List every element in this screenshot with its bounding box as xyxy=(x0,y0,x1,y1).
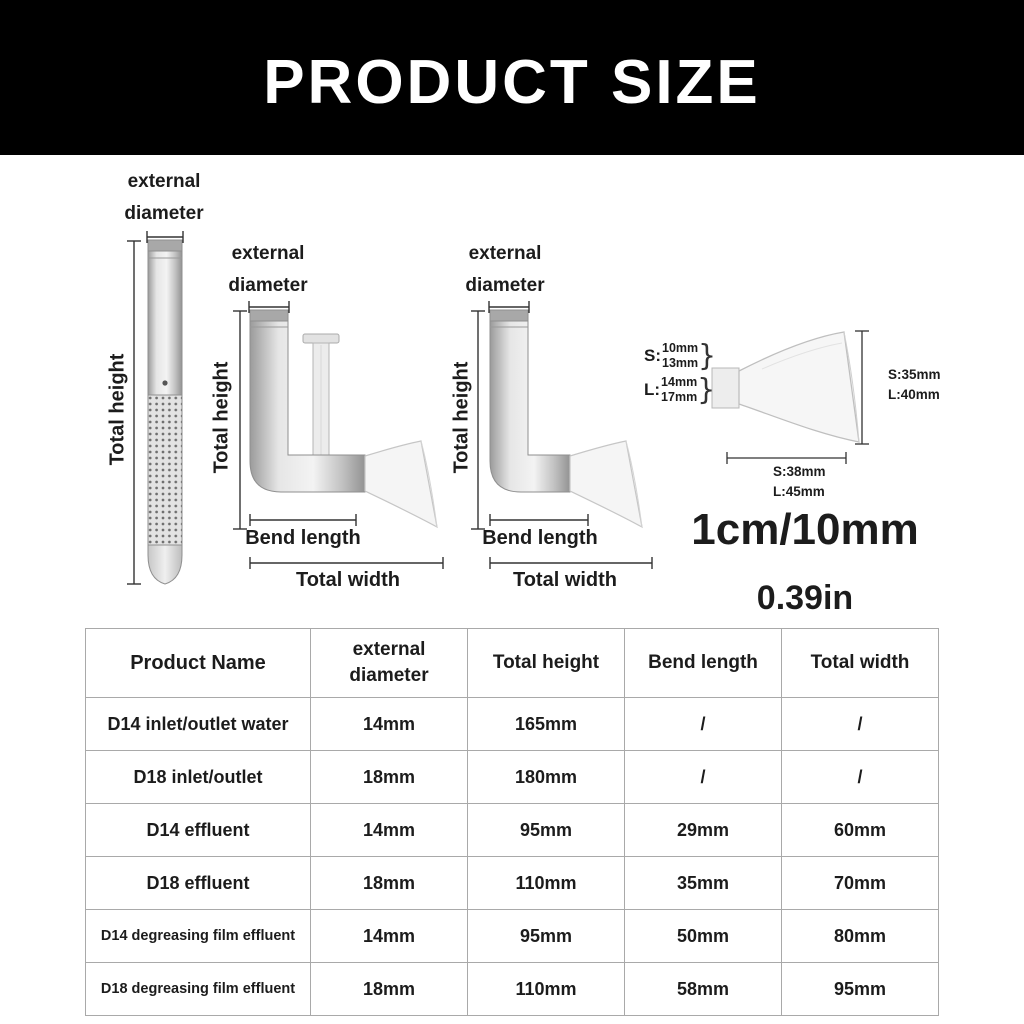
cell-external-diameter: 14mm xyxy=(311,910,468,963)
bent-pipe-total-height-label: Total height xyxy=(450,361,473,474)
cell-bend-length: 29mm xyxy=(625,804,782,857)
bent-pipe-valve-total-width-label: Total width xyxy=(295,569,401,591)
pipe-hole-dot xyxy=(162,380,167,385)
bent-pipe-valve-diameter-label: diameter xyxy=(228,275,308,296)
table-row xyxy=(86,804,939,857)
table-row xyxy=(86,910,939,963)
bent-pipe-external-label: external xyxy=(468,243,542,264)
size-table-section xyxy=(0,628,1024,1016)
cup-s-brace: } xyxy=(698,338,716,373)
bent-pipe-bend-length-label: Bend length xyxy=(482,527,598,549)
table-row xyxy=(86,751,939,804)
bent-pipe-valve-total-height-label: Total height xyxy=(210,361,233,474)
col-product-name: Product Name xyxy=(86,629,311,698)
straight-pipe-external-label: external xyxy=(127,171,201,192)
cell-product-name: D14 effluent xyxy=(86,804,311,857)
cup-s-dimension xyxy=(644,339,716,372)
cup-s-key: S: xyxy=(644,345,661,365)
cup-l-dimension xyxy=(644,373,716,406)
table-header-row xyxy=(86,629,939,698)
bent-pipe-diameter-label: diameter xyxy=(465,275,545,296)
cell-bend-length: 58mm xyxy=(625,963,782,1016)
cell-total-width: 95mm xyxy=(782,963,939,1016)
cup-bottom-l-value: L:45mm xyxy=(773,484,825,500)
cell-total-width: 70mm xyxy=(782,857,939,910)
col-total-height: Total height xyxy=(468,629,625,698)
cup-right-dimensions xyxy=(888,365,941,406)
col-external-diameter xyxy=(311,629,468,698)
page-title: PRODUCT SIZE xyxy=(263,48,761,117)
cell-total-height: 165mm xyxy=(468,698,625,751)
straight-pipe-total-height-label: Total height xyxy=(106,353,129,466)
cup-neck xyxy=(712,368,739,408)
cell-total-height: 110mm xyxy=(468,963,625,1016)
cell-external-diameter: 14mm xyxy=(311,698,468,751)
bent-pipe-valve-bend-length-label: Bend length xyxy=(245,527,361,549)
suction-cup-graphic xyxy=(712,331,869,464)
cup-s-value-large: 13mm xyxy=(662,355,699,370)
cell-bend-length: 35mm xyxy=(625,857,782,910)
cup-right-l-value: L:40mm xyxy=(888,387,940,403)
cell-product-name: D18 effluent xyxy=(86,857,311,910)
cup-bottom-s-value: S:38mm xyxy=(773,464,826,479)
cell-total-height: 110mm xyxy=(468,857,625,910)
table-row xyxy=(86,857,939,910)
scale-metric-text: 1cm/10mm xyxy=(691,505,919,554)
cell-external-diameter: 18mm xyxy=(311,963,468,1016)
cup-l-value-large: 17mm xyxy=(661,389,698,404)
scale-inch-text: 0.39in xyxy=(756,579,854,617)
cup-right-s-value: S:35mm xyxy=(888,367,941,382)
cell-product-name: D14 degreasing film effluent xyxy=(86,910,311,963)
cell-product-name: D18 degreasing film effluent xyxy=(86,963,311,1016)
bent-pipe-valve-external-label: external xyxy=(231,243,305,264)
cup-l-value-small: 14mm xyxy=(661,375,698,390)
straight-pipe-diameter-label: diameter xyxy=(124,203,204,224)
col-total-width: Total width xyxy=(782,629,939,698)
col-external-diameter-label: external diameter xyxy=(349,639,429,686)
cell-total-width: / xyxy=(782,751,939,804)
cup-bottom-dimensions xyxy=(773,462,826,503)
cup-l-brace: } xyxy=(697,372,716,407)
banner xyxy=(0,0,1024,155)
cell-external-diameter: 18mm xyxy=(311,751,468,804)
table-row xyxy=(86,698,939,751)
cell-bend-length: / xyxy=(625,698,782,751)
size-table xyxy=(85,628,939,1016)
cup-l-key: L: xyxy=(644,379,661,399)
bent-pipe-total-width-label: Total width xyxy=(512,569,618,591)
suction-cup-small-2 xyxy=(570,441,642,527)
straight-pipe-graphic xyxy=(127,231,183,584)
cell-total-width: / xyxy=(782,698,939,751)
cell-bend-length: 50mm xyxy=(625,910,782,963)
cell-total-height: 95mm xyxy=(468,910,625,963)
cell-total-width: 60mm xyxy=(782,804,939,857)
col-bend-length: Bend length xyxy=(625,629,782,698)
cell-total-height: 95mm xyxy=(468,804,625,857)
table-row xyxy=(86,963,939,1016)
cup-s-value-small: 10mm xyxy=(662,341,699,356)
valve-cap xyxy=(303,334,339,343)
cup-left-dimensions xyxy=(644,339,716,407)
cell-total-height: 180mm xyxy=(468,751,625,804)
suction-cup-small xyxy=(365,441,437,527)
cell-total-width: 80mm xyxy=(782,910,939,963)
cell-external-diameter: 14mm xyxy=(311,804,468,857)
cell-product-name: D18 inlet/outlet xyxy=(86,751,311,804)
cell-external-diameter: 18mm xyxy=(311,857,468,910)
diagram-area xyxy=(0,155,1024,625)
cup-bell xyxy=(739,332,859,442)
cell-product-name: D14 inlet/outlet water xyxy=(86,698,311,751)
cell-bend-length: / xyxy=(625,751,782,804)
